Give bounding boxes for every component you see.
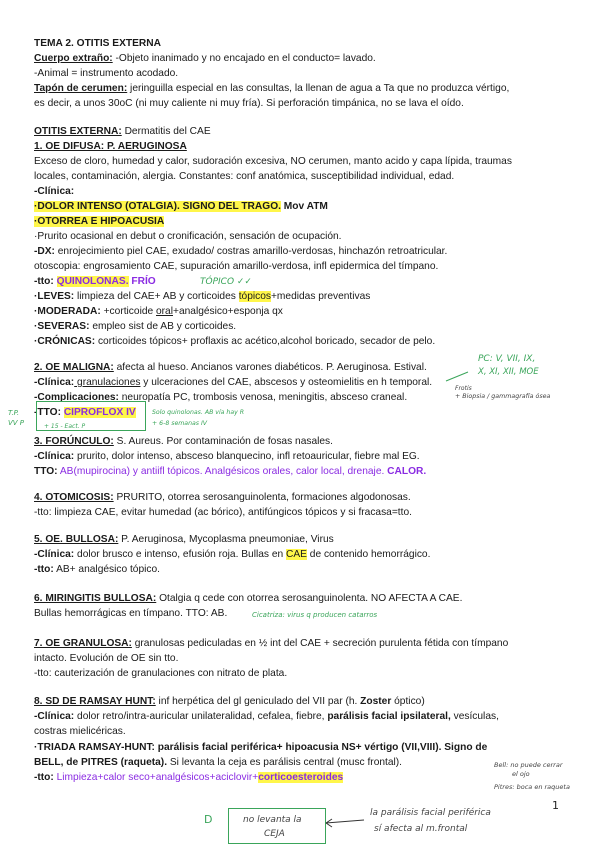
cronicas-text: corticoides tópicos+ proflaxis ac acético,alcohol boricado, secador de pelo. (95, 336, 436, 347)
forunculo-clinica-text: prurito, dolor intenso, absceso blanquecino, infl retoauricular, fiebre mal EG. (74, 451, 420, 462)
difusa-dolor-line (34, 199, 328, 214)
ceja-note: CEJA (264, 829, 285, 839)
ramsay-tto-line (34, 770, 343, 785)
cuerpo-label: Cuerpo extraño: (34, 53, 113, 64)
bullosa-clinica-end: de contenido hemorrágico. (306, 549, 431, 560)
otomicosis-text: PRURITO, otorrea serosanguinolenta, formaciones algodonosas. (113, 492, 411, 503)
doc-title: TEMA 2. OTITIS EXTERNA (34, 38, 161, 49)
bullosa-clinica-text: dolor brusco e intenso, efusión roja. Bullas en (74, 549, 287, 560)
leves-text-a: limpieza del CAE+ AB y corticoides (74, 291, 239, 302)
miringitis-line (34, 591, 462, 606)
ramsay-text-end: óptico) (391, 696, 425, 707)
otomicosis-line (34, 490, 411, 505)
pitres-note: Pitres: boca en raqueta (494, 783, 570, 791)
otitis-externa-line (34, 124, 211, 139)
otomicosis-heading: 4. OTOMICOSIS: (34, 492, 114, 503)
leves-label: ·LEVES: (34, 291, 75, 302)
cuerpo-extrano-line (34, 51, 376, 66)
d-marker-note: D (204, 813, 213, 826)
difusa-prurito: ·Prurito ocasional en debut o cronificación, sensación de ocupación. (34, 231, 342, 242)
granulosa-tto: -tto: cauterización de granulaciones con nitrato de plata. (34, 668, 288, 679)
arrow-line (326, 820, 364, 823)
maligna-line (34, 360, 427, 375)
topico-handwritten-note: TÓPICO ✓✓ (200, 277, 252, 287)
miringitis-heading: 6. MIRINGITIS BULLOSA: (34, 593, 157, 604)
difusa-clinica: -Clínica: (34, 186, 75, 197)
corticoesteroides-highlight: corticoesteroides (258, 772, 344, 783)
moderada-text-a: +corticoide (100, 306, 156, 317)
ramsay-text: inf herpética del gl geniculado del VII par (h. (155, 696, 361, 707)
otorrea-highlight: ·OTORREA E HIPOACUSIA (34, 216, 165, 227)
miringitis-line-2: Bullas hemorrágicas en tímpano. TTO: AB. (34, 608, 228, 619)
zoster-text: Zoster (360, 696, 392, 707)
ramsay-triada-1: ·TRIADA RAMSAY-HUNT: parálisis facial periférica+ hipoacusia NS+ vértigo (VII,VIII). Signo de (34, 742, 488, 753)
difusa-dx-line (34, 244, 447, 259)
bullosa-tto-label: -tto: (34, 564, 54, 575)
mov-atm: Mov ATM (280, 201, 328, 212)
ramsay-clinica-a: dolor retro/intra-auricular unilateralidad, cefalea, fiebre, (74, 711, 328, 722)
difusa-exceso-2: locales, contaminación, alergia. Constantes: conf anatómica, susceptibilidad individual, edad. (34, 171, 455, 182)
no-levanta-note: no levanta la (243, 815, 302, 825)
otomicosis-tto: -tto: limpieza CAE, evitar humedad (ac bórico), antifúngicos tópicos y si fracasa=tto. (34, 507, 412, 518)
bell-note: Bell: no puede cerrar (494, 761, 563, 769)
severas-label: ·SEVERAS: (34, 321, 90, 332)
difusa-tto-line (34, 274, 156, 289)
granulosa-heading: 7. OE GRANULOSA: (34, 638, 132, 649)
semanas-iv-note: + 6-8 semanas IV (152, 420, 208, 427)
animal-line: -Animal = instrumento acodado. (34, 68, 179, 79)
maligna-text: afecta al hueso. Ancianos varones diabéticos. P. Aeruginosa. Estival. (113, 362, 427, 373)
tapon-text: jeringuilla especial en las consultas, la llenan de agua a Ta que no produzca vértigo, (127, 83, 510, 94)
calor-text: CALOR. (384, 466, 427, 477)
ramsay-triada-2-text: Si levanta la ceja es parálisis central (musc frontal). (167, 757, 403, 768)
difusa-cronicas-line (34, 334, 435, 349)
forunculo-line (34, 434, 333, 449)
forunculo-clinica-label: -Clínica: (34, 451, 75, 462)
forunculo-text: S. Aureus. Por contaminación de fosas nasales. (113, 436, 333, 447)
bell-note-2: el ojo (512, 770, 530, 778)
difusa-leves-line (34, 289, 370, 304)
paralisis-ipsilateral: parálisis facial ipsilateral, (327, 711, 451, 722)
frio-text: FRÍO (128, 276, 156, 287)
cae-highlight: CAE (286, 549, 307, 560)
bullosa-clinica-line (34, 547, 430, 562)
forunculo-tto-line (34, 464, 426, 479)
maligna-clinica-text: y ulceraciones del CAE, abscesos y osteomielitis en h temporal. (140, 377, 433, 388)
arrowhead (326, 819, 332, 827)
difusa-otorrea-line (34, 214, 164, 229)
bullosa-line (34, 532, 334, 547)
otitis-text: Dermatitis del CAE (121, 126, 211, 137)
tapon-label: Tapón de cerumen: (34, 83, 128, 94)
cicatriza-note: Cicatriza: virus q producen catarros (252, 611, 378, 619)
biopsia-note: + Biopsia / gammagrafía ósea (455, 393, 551, 400)
granulosa-line-2: intacto. Evolución de OE sin tto. (34, 653, 179, 664)
maligna-heading: 2. OE MALIGNA: (34, 362, 114, 373)
paralisis-note: la parálisis facial periférica (370, 808, 491, 818)
tp-margin-note: T.P. (8, 409, 20, 417)
ramsay-tto-label: -tto: (34, 772, 54, 783)
maligna-tto-label: -TTO: (34, 407, 64, 418)
difusa-moderada-line (34, 304, 283, 319)
ramsay-heading: 8. SD DE RAMSAY HUNT: (34, 696, 156, 707)
frontal-note: sí afecta al m.frontal (374, 824, 468, 834)
page-number: 1 (552, 799, 559, 812)
eact-note: + 15 - Eact. P (44, 423, 86, 430)
ramsay-clinica-label: -Clínica: (34, 711, 75, 722)
ramsay-clinica-line (34, 709, 499, 724)
difusa-otoscopia: otoscopia: engrosamiento CAE, supuración amarillo-verdosa, infl epidermica del tímpano. (34, 261, 439, 272)
moderada-label: ·MODERADA: (34, 306, 101, 317)
maligna-clinica-line (34, 375, 432, 390)
bullosa-heading: 5. OE. BULLOSA: (34, 534, 119, 545)
forunculo-tto-label: TTO: (34, 466, 58, 477)
tapon-line-2: es decir, a unos 30oC (ni muy caliente ni muy fría). Si perforación timpánica, no se lava el oído. (34, 98, 464, 109)
bullosa-tto-line (34, 562, 160, 577)
leves-text-b: +medidas preventivas (270, 291, 371, 302)
ramsay-triada-2 (34, 755, 402, 770)
ramsay-clinica-c: vesículas, (450, 711, 499, 722)
difusa-exceso-1: Exceso de cloro, humedad y calor, sudoración excesiva, NO cerumen, manto acido y capa lípida, traumas (34, 156, 512, 167)
topicos-highlight: tópicos (238, 291, 271, 302)
dx-text: enrojecimiento piel CAE, exudado/ costras amarillo-verdosas, hinchazón retroatricular. (54, 246, 448, 257)
cronicas-label: ·CRÓNICAS: (34, 336, 96, 347)
dx-label: -DX: (34, 246, 55, 257)
difusa-heading: 1. OE DIFUSA: P. AERUGINOSA (34, 141, 187, 152)
frotis-note: Frotis (455, 385, 472, 392)
maligna-clinica-label: -Clínica: (34, 377, 75, 388)
bell-pitres: BELL, de PITRES (raqueta). (34, 757, 168, 768)
ramsay-costras: costras mielicéricas. (34, 726, 126, 737)
moderada-text-b: +analgésico+esponja qx (173, 306, 283, 317)
forunculo-heading: 3. FORÚNCULO: (34, 436, 114, 447)
granulosa-line (34, 636, 508, 651)
miringitis-text: Otalgia q cede con otorrea serosanguinolenta. NO AFECTA A CAE. (156, 593, 463, 604)
tapon-line (34, 81, 509, 96)
forunculo-clinica-line (34, 449, 420, 464)
granulaciones-underlined: granulaciones (74, 377, 141, 388)
ramsay-line (34, 694, 425, 709)
severas-text: empleo sist de AB y corticoides. (89, 321, 237, 332)
otitis-label: OTITIS EXTERNA: (34, 126, 122, 137)
bullosa-clinica-label: -Clínica: (34, 549, 75, 560)
granulosa-text: granulosas pediculadas en ½ int del CAE + secreción purulenta fétida con tímpano (131, 638, 509, 649)
pares-craneales-note-2: X, XI, XII, MOE (478, 367, 539, 377)
solo-quinolonas-note: Solo quinolonas. AB vía hay R (152, 409, 245, 416)
tto-label: -tto: (34, 276, 54, 287)
complicaciones-label: -Complicaciones: (34, 392, 119, 403)
vv-margin-note: VV P (8, 419, 25, 427)
difusa-severas-line (34, 319, 236, 334)
cuerpo-text: -Objeto inanimado y no encajado en el conducto= lavado. (112, 53, 376, 64)
dolor-highlight: ·DOLOR INTENSO (OTALGIA). SIGNO DEL TRAGO. (34, 201, 281, 212)
pares-craneales-note: PC: V, VII, IX, (478, 354, 536, 364)
ciproflox-highlight: CIPROFLOX IV (63, 407, 136, 418)
tto-handwritten-box (36, 401, 146, 431)
arrow-line (446, 372, 468, 381)
oral-underlined: oral (156, 306, 173, 317)
bullosa-text: P. Aeruginosa, Mycoplasma pneumoniae, Virus (118, 534, 334, 545)
bullosa-tto-text: AB+ analgésico tópico. (53, 564, 160, 575)
quinolonas-highlight: QUINOLONAS. (56, 276, 129, 287)
ramsay-tto-text: Limpieza+calor seco+analgésicos+aciclovir+ (53, 772, 259, 783)
complicaciones-text: neuropatía PC, trombosis venosa, meningitis, absceso craneal. (118, 392, 408, 403)
forunculo-tto-text: AB(mupirocina) y antiifl tópicos. Analgésicos orales, calor local, drenaje. (57, 466, 385, 477)
